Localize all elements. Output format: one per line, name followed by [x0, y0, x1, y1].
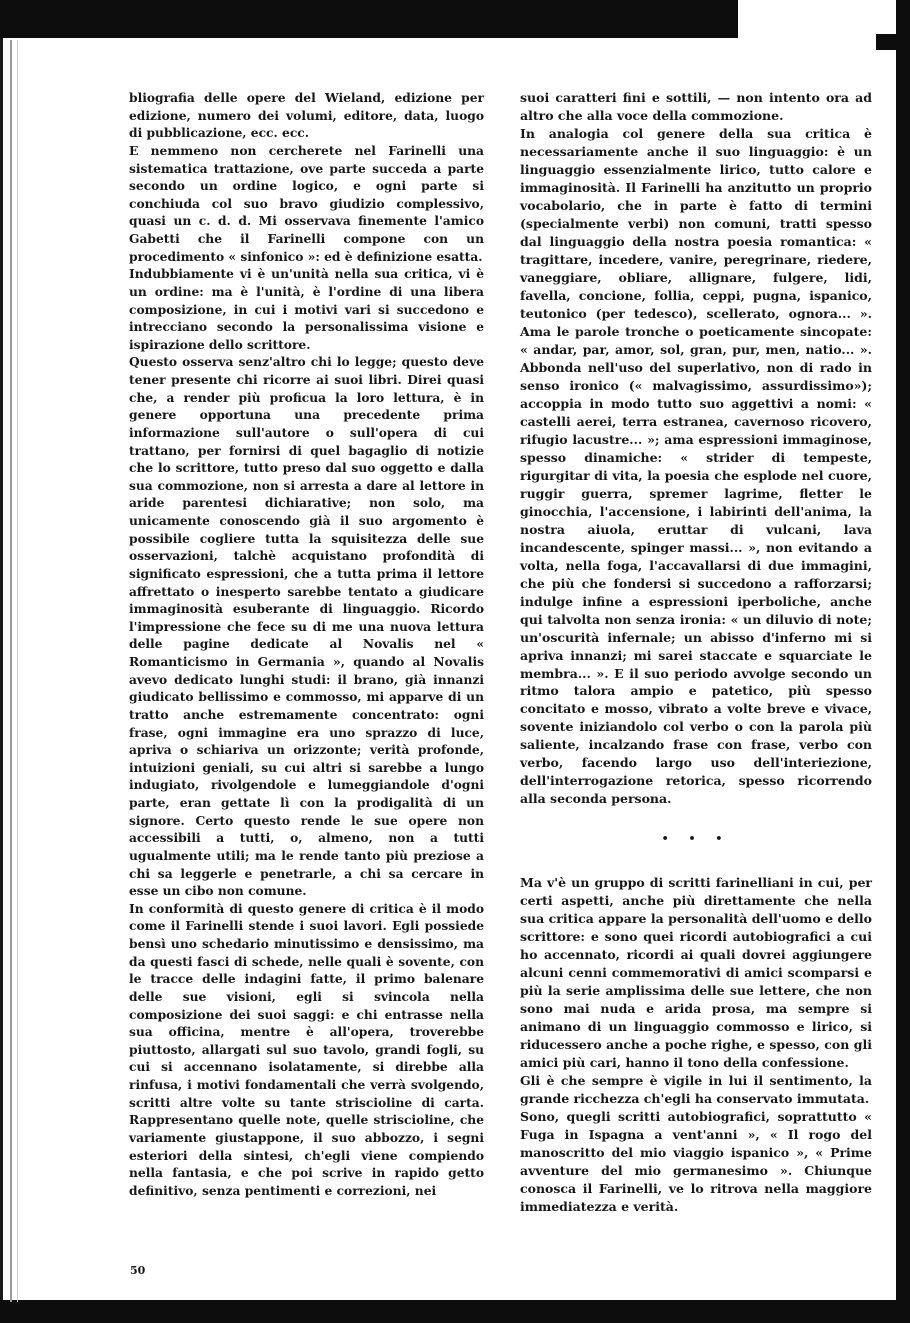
paragraph: In conformità di questo genere di critica è il modo come il Farinelli stende i suoi lavori. Egli possiede bensì uno schedario minutissimo e densissimo, ma da questi fasci di schede, nelle quali è sovente, con le tracce delle indagini fatte, il primo balenare delle sue visioni, egli si svincola nella composizione dei suoi saggi: e chi entrasse nella sua officina, mentre è all'opera, troverebbe piuttosto, allargati sul suo tavolo, grandi fogli, su cui si accennano isolatamente, si direbbe alla rinfusa, i motivi fondamentali che verrà svolgendo, scritti altre volte su tante striscioline di carta. Rappresentano quelle note, quelle striscioline, che variamente giustappone, il suo abbozzo, i segni esteriori della sintesi, ch'egli viene compiendo nella fantasia, e che poi scrive in rapido getto definitivo, senza pentimenti e correzioni, nei — [129, 900, 484, 1198]
scan-border-top — [0, 0, 738, 38]
text-column-left — [129, 89, 484, 1199]
scan-border-bottom — [0, 1300, 910, 1323]
text-column-right — [520, 89, 872, 1216]
binding-shadow — [10, 40, 12, 1302]
section-break: • • • — [661, 832, 731, 846]
paragraph: E nemmeno non cercherete nel Farinelli una sistematica trattazione, ove parte succeda a parte secondo un ordine logico, e ogni parte si conchiuda col suo bravo giudizio complessivo, quasi un c. d. d. Mi osservava finemente l'amico Gabetti che il Farinelli compone con un procedimento « sinfonico »: ed è definizione esatta. — [129, 142, 484, 264]
page-number: 50 — [130, 1264, 146, 1277]
paragraph: Indubbiamente vi è un'unità nella sua critica, vi è un ordine: ma è l'unità, è l'ordine di una libera composizione, in cui i motivi vari si succedono e intrecciano secondo la personalissima visione e ispirazione dello scrittore. — [129, 266, 484, 352]
paragraph: Gli è che sempre è vigile in lui il sentimento, la grande ricchezza ch'egli ha conservato immutata. — [520, 1073, 872, 1107]
paragraph: Questo osserva senz'altro chi lo legge; questo deve tener presente chi ricorre ai suoi libri. Direi quasi che, a render più proficua la loro lettura, è in genere opportuna una precedente prima informazione sull'autore o sull'opera di cui trattano, per fornirsi di quel bagaglio di notizie che lo scrittore, tutto preso dal suo oggetto e dalla sua commozione, non si arresta a dare al lettore in aride parentesi dichiarative; non solo, ma unicamente conoscendo già il suo argomento è possibile cogliere tutta la squisitezza delle sue osservazioni, talchè acquistano profondità di significato espressioni, che a tutta prima il lettore affrettato o inesperto sarebbe tentato a giudicare immaginosità esuberante di linguaggio. Ricordo l'impressione che fece su di me una nuova lettura delle pagine dedicate al Novalis nel « Romanticismo in Germania », quando al Novalis avevo dedicato lunghi studi: il brano, già innanzi giudicato bellissimo e commosso, mi apparve di un tratto anche estremamente concentrato: ogni frase, ogni immagine era uno sprazzo di luce, apriva o schiariva un orizzonte; verità profonde, intuizioni geniali, su cui altri si sarebbe a lungo indugiato, rivolgendole e lumeggiandole d'ogni parte, eran gettate lì con la prodigalità di un signore. Certo questo rende le sue opere non accessibili a tutti, o, almeno, non a tutti ugualmente utili; ma le rende tanto più preziose a chi sa leggerle e penetrarle, a chi sa cercare in esse un cibo non comune. — [129, 354, 484, 899]
scan-border-left — [0, 38, 3, 1300]
paragraph: suoi caratteri fini e sottili, — non intento ora ad altro che alla voce della commozione. — [520, 90, 872, 123]
paragraph: In analogia col genere della sua critica è necessariamente anche il suo linguaggio: è un linguaggio essenzialmente lirico, tutto calore e immaginosità. Il Farinelli ha anzitutto un proprio vocabolario, che in parte è fatto di termini (specialmente verbi) non comuni, tratti spesso dal linguaggio della nostra poesia romantica: « tragittare, incedere, vanire, peregrinare, riedere, vaneggiare, obliare, allignare, fulgere, lidi, favella, concione, follia, ceppi, pugna, ispanico, teutonico (per tedesco), scellerato, ognora... ». Ama le parole tronche o poeticamente sincopate: « andar, par, amor, sol, gran, pur, men, natio... ». Abbonda nell'uso del superlativo, non di rado in senso ironico (« malvagissimo, assurdissimo»); accoppia in modo tutto suo aggettivi a nomi: « castelli aerei, terra estranea, cavernoso ricovero, rifugio lacustre... »; ama espressioni immaginose, spesso dinamiche: « strider di tempeste, rigurgitar di vita, la poesia che esplode nel cuore, ruggir guerra, spremer lagrime, fletter le ginocchia, l'accensione, i labirinti dell'anima, la nostra aiuola, eruttar di vulcani, lava incandescente, spinger massi... », non evitando a volta, nella foga, l'accavallarsi di due immagini, che più che fondersi si succedono a rafforzarsi; indulge infine a espressioni iperboliche, anche qui talvolta non senza ironia: « un diluvio di note; un'oscurità infernale; un abisso d'inferno mi si apriva innanzi; mi sarei staccate e squarciate le membra... ». E il suo periodo avvolge secondo un ritmo talora ampio e patetico, più spesso concitato e mosso, vibrato a volte breve e vivace, sovente iniziandolo col verbo o con la parola più saliente, incalzando frase con frase, verbo con verbo, facendo largo uso dell'interiezione, dell'interrogazione retorica, spesso ricorrendo alla seconda persona. — [520, 125, 872, 807]
scan-border-right — [896, 0, 910, 1323]
binding-shadow-inner — [17, 40, 18, 1302]
paragraph: bliografia delle opere del Wieland, edizione per edizione, numero dei volumi, editore, data, luogo di pubblicazione, ecc. ecc. — [129, 90, 484, 141]
paragraph: Sono, quegli scritti autobiografici, soprattutto « Fuga in Ispagna a vent'anni », « Il rogo del manoscritto del mio viaggio ispanico », « Prime avventure del mio germanesimo ». Chiunque conosca il Farinelli, ve lo ritrova nella maggiore immediatezza e verità. — [520, 1109, 872, 1215]
paragraph: Ma v'è un gruppo di scritti farinelliani in cui, per certi aspetti, anche più direttamente che nella sua critica appare la personalità dell'uomo e dello scrittore: e sono quei ricordi autobiografici a cui ho accennato, ricordi ai quali dovrei aggiungere alcuni cenni commemorativi di amici scomparsi e più la serie amplissima delle sue lettere, che non sono mai nuda e arida prosa, ma sempre si animano di un linguaggio commosso e lirico, si riducessero anche a poche righe, e spesso, con gli amici più cari, hanno il tono della confessione. — [520, 875, 872, 1071]
